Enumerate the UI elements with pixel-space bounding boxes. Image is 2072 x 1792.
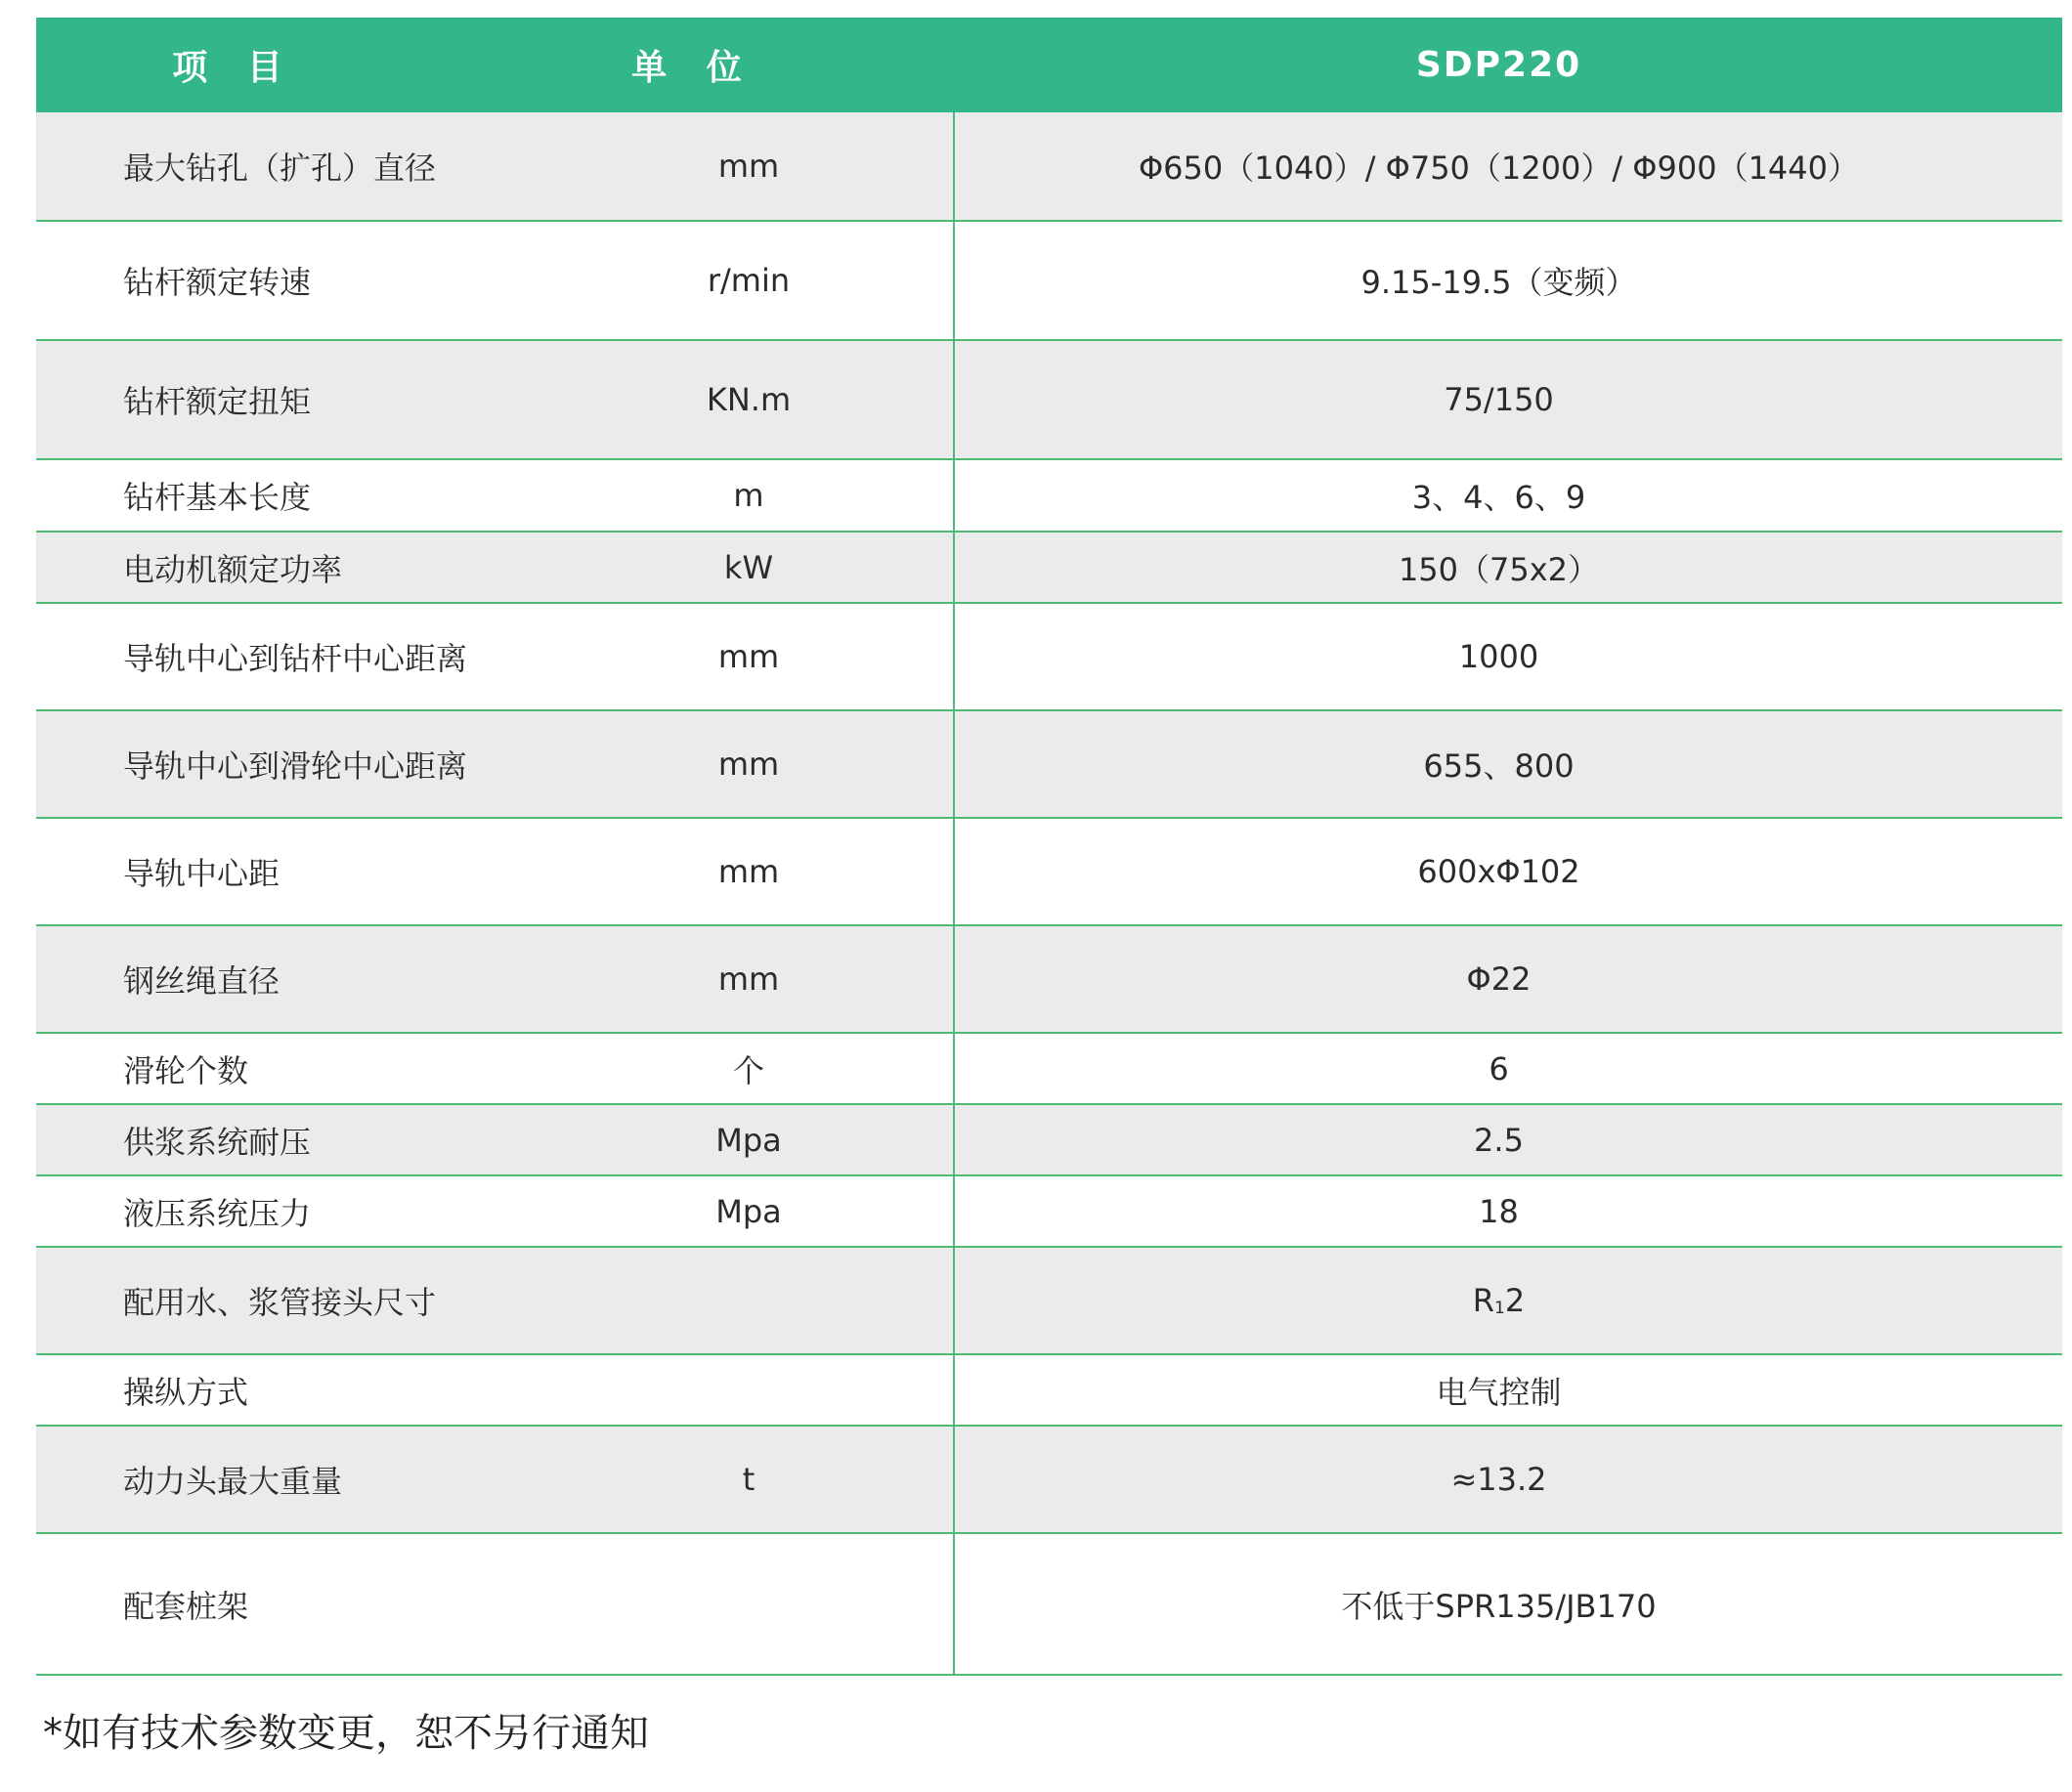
table-row bbox=[36, 711, 2062, 819]
row-name: 导轨中心距 bbox=[123, 855, 281, 892]
table-header bbox=[36, 18, 2062, 112]
value-subscript: 1 bbox=[1494, 1299, 1505, 1318]
row-value bbox=[953, 1427, 2062, 1532]
row-unit: t bbox=[742, 1461, 755, 1498]
row-value bbox=[953, 460, 2062, 531]
row-value-text: Φ22 bbox=[1466, 960, 1532, 998]
row-value-text: 电气控制 bbox=[1436, 1373, 1562, 1411]
table-row bbox=[36, 222, 2062, 341]
table-row bbox=[36, 460, 2062, 533]
row-unit: Mpa bbox=[715, 1192, 782, 1230]
row-value bbox=[953, 112, 2062, 220]
table-row bbox=[36, 1534, 2062, 1676]
row-value-text: 6 bbox=[1489, 1049, 1509, 1088]
header-model: SDP220 bbox=[1415, 45, 1582, 85]
row-value bbox=[953, 1248, 2062, 1353]
row-name: 滑轮个数 bbox=[123, 1051, 249, 1089]
row-name: 配套桩架 bbox=[123, 1587, 249, 1625]
row-unit: m bbox=[733, 477, 764, 514]
row-name: 最大钻孔（扩孔）直径 bbox=[123, 149, 437, 187]
row-value bbox=[953, 533, 2062, 602]
value-letter: R bbox=[1472, 1282, 1495, 1319]
row-value-text: 2.5 bbox=[1474, 1121, 1524, 1159]
row-value-text: 655、800 bbox=[1423, 747, 1575, 785]
row-name: 液压系统压力 bbox=[123, 1194, 312, 1232]
row-value bbox=[953, 926, 2062, 1032]
footnote: *如有技术参数变更，恕不另行通知 bbox=[43, 1711, 649, 1756]
row-name: 导轨中心到滑轮中心距离 bbox=[123, 747, 468, 785]
header-item: 项 目 bbox=[172, 48, 296, 88]
row-unit: mm bbox=[717, 853, 780, 890]
row-name: 供浆系统耐压 bbox=[123, 1123, 312, 1161]
table-row bbox=[36, 1105, 2062, 1176]
table-row bbox=[36, 819, 2062, 926]
table-row bbox=[36, 1248, 2062, 1355]
row-name: 导轨中心到钻杆中心距离 bbox=[123, 640, 468, 677]
row-name: 钻杆额定扭矩 bbox=[123, 383, 312, 420]
table-row bbox=[36, 112, 2062, 222]
row-value bbox=[953, 1105, 2062, 1174]
row-value bbox=[953, 1034, 2062, 1103]
row-value-text: 9.15-19.5（变频） bbox=[1360, 264, 1637, 301]
row-unit: 个 bbox=[732, 1051, 764, 1089]
row-value-text: ≈13.2 bbox=[1450, 1461, 1547, 1498]
row-value-text: 3、4、6、9 bbox=[1411, 479, 1586, 516]
row-name: 操纵方式 bbox=[123, 1373, 249, 1411]
table-row bbox=[36, 1176, 2062, 1248]
row-value-text bbox=[1473, 1282, 1525, 1319]
header-unit: 单 位 bbox=[631, 48, 755, 88]
row-name: 配用水、浆管接头尺寸 bbox=[123, 1284, 437, 1321]
row-value bbox=[953, 341, 2062, 458]
table-row bbox=[36, 533, 2062, 604]
row-value-text: 18 bbox=[1479, 1192, 1519, 1230]
row-value bbox=[953, 1355, 2062, 1425]
row-value bbox=[953, 604, 2062, 709]
row-unit: KN.m bbox=[706, 381, 792, 418]
row-unit: mm bbox=[717, 638, 780, 675]
row-name: 钻杆额定转速 bbox=[123, 264, 312, 301]
row-name: 动力头最大重量 bbox=[123, 1463, 343, 1500]
row-value-text: 不低于SPR135/JB170 bbox=[1341, 1587, 1657, 1625]
row-unit: mm bbox=[717, 746, 780, 783]
table-row bbox=[36, 341, 2062, 460]
table-row bbox=[36, 1355, 2062, 1427]
row-unit: mm bbox=[717, 148, 780, 185]
spec-table bbox=[36, 18, 2062, 1676]
row-name: 电动机额定功率 bbox=[123, 550, 343, 588]
row-value bbox=[953, 222, 2062, 339]
row-value bbox=[953, 711, 2062, 817]
row-value-text: 75/150 bbox=[1444, 381, 1554, 418]
table-row bbox=[36, 604, 2062, 711]
row-unit: Mpa bbox=[715, 1121, 782, 1159]
row-value bbox=[953, 1176, 2062, 1246]
row-value-text: 150（75x2） bbox=[1398, 550, 1600, 588]
row-value-text: 600xΦ102 bbox=[1417, 853, 1580, 890]
row-name: 钢丝绳直径 bbox=[123, 962, 281, 1000]
row-value bbox=[953, 819, 2062, 924]
row-name: 钻杆基本长度 bbox=[123, 479, 312, 516]
row-unit: mm bbox=[717, 960, 780, 998]
row-value bbox=[953, 1534, 2062, 1674]
row-unit: r/min bbox=[707, 262, 791, 299]
table-row bbox=[36, 926, 2062, 1034]
table-row bbox=[36, 1034, 2062, 1105]
value-suffix: 2 bbox=[1504, 1282, 1526, 1319]
table-row bbox=[36, 1427, 2062, 1534]
row-value-text: 1000 bbox=[1458, 638, 1539, 675]
row-unit: kW bbox=[723, 548, 774, 586]
row-value-text: Φ650（1040）/ Φ750（1200）/ Φ900（1440） bbox=[1138, 149, 1860, 187]
